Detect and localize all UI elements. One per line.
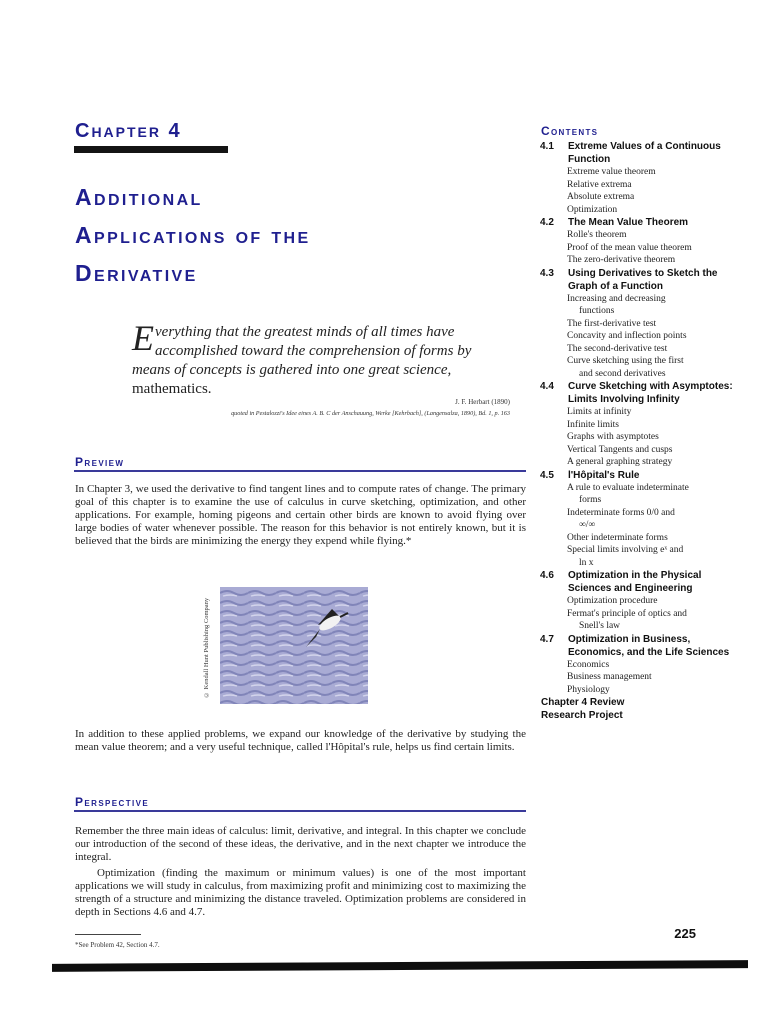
perspective-paragraph-2: Optimization (finding the maximum or minimum values) is one of the most important applications we will study in calculus, from maximizing profit and minimizing cost to maximizing the strength of a structure and minimizing the distance traveled. Optimization problems are considered in depth in Sections 4.6 and 4.7. (75, 867, 526, 918)
contents-section-title: The Mean Value Theorem (568, 217, 689, 228)
footnote-rule (75, 934, 141, 935)
contents-heading-text: Contents (541, 124, 599, 138)
epigraph-quote (132, 318, 512, 399)
contents-section-4-3 (540, 267, 740, 381)
contents-subsection: The zero-derivative theorem (567, 255, 676, 265)
preview-paragraph-2: In addition to these applied problems, we expand our knowledge of the derivative by studying the mean value theorem; and a very useful technique, called l'Hôpital's rule, helps us find certain limits. (75, 728, 526, 753)
preview-rule (74, 470, 526, 472)
contents-section-title: Optimization in the Physical Sciences and Engineering (568, 570, 702, 594)
contents-section-number: 4.2 (540, 217, 554, 228)
contents-subsection: Curve sketching using the first and second derivatives (567, 356, 684, 379)
bird-over-water-photo (220, 587, 368, 704)
contents-subsection: Vertical Tangents and cusps (567, 444, 673, 455)
perspective-heading (75, 795, 149, 809)
chapter-title-line-2: Applications of the (75, 222, 311, 248)
contents-section-title: Curve Sketching with Asymptotes: Limits Involving Infinity (568, 381, 733, 405)
contents-section-number: 4.7 (540, 633, 554, 645)
contents-subsection: Optimization (567, 204, 618, 215)
contents-section-4-4 (540, 380, 740, 469)
contents-subsection: Limits at infinity (567, 407, 632, 417)
contents-subsection: Infinite limits (567, 419, 619, 430)
contents-section-number: 4.1 (540, 141, 554, 152)
contents-section-number: 4.6 (540, 570, 554, 581)
perspective-paragraph-1: Remember the three main ideas of calculus: limit, derivative, and integral. In this chapter we conclude our introduction of the second of these ideas, the derivative, and in the next chapter we introduce the integral. (75, 825, 526, 863)
chapter-label (75, 120, 182, 143)
contents-subsection: Optimization procedure (567, 596, 658, 606)
contents-section-title: Optimization in Business, Economics, and the Life Sciences (568, 633, 730, 658)
contents-section-number: 4.4 (540, 381, 554, 392)
epigraph-dropcap: E (132, 318, 154, 358)
chapter-label-text: Chapter 4 (75, 120, 182, 142)
contents-subsection: Extreme value theorem (567, 167, 656, 177)
perspective-heading-text: Perspective (75, 795, 150, 809)
preview-paragraph-1: In Chapter 3, we used the derivative to find tangent lines and to compute rates of change. The primary goal of this chapter is to examine the use of calculus in curve sketching, optimization, and other applications. For example, homing pigeons and certain other birds are known to avoid flying over large bodies of water whenever possible. The reason for this behavior is not entirely known, but it is believed that the birds are minimizing the energy they expend while flying.* (75, 483, 526, 547)
contents-subsection: Relative extrema (567, 179, 632, 190)
contents-section-title: Extreme Values of a Continuous Function (568, 141, 721, 165)
contents-subsection: A rule to evaluate indeterminate forms (567, 482, 689, 505)
contents-subsection: The second-derivative test (567, 343, 668, 354)
preview-heading (75, 455, 124, 469)
contents-end-item: Chapter 4 Review (541, 697, 625, 708)
contents-subsection: Fermat's principle of optics and Snell's law (567, 608, 687, 631)
contents-subsection: Economics (567, 659, 610, 670)
chapter-title (75, 178, 515, 292)
contents-subsection: The first-derivative test (567, 318, 657, 329)
contents-subsection: Absolute extrema (567, 192, 635, 202)
photo-credit: © Kendall Hunt Publishing Company (203, 597, 210, 698)
contents-heading (541, 124, 740, 138)
chapter-title-line-1: Additional (75, 184, 203, 210)
contents-list (540, 140, 740, 696)
contents-section-number: 4.5 (540, 469, 554, 481)
page-number: 225 (674, 926, 696, 941)
contents-end-item: Research Project (541, 710, 623, 721)
contents-subsection: Rolle's theorem (567, 230, 627, 240)
epigraph-author: J. F. Herbart (1890) (455, 398, 510, 406)
preview-heading-text: Preview (75, 455, 125, 469)
contents-subsection: Concavity and inflection points (567, 331, 687, 341)
epigraph-source: quoted in Pestalozzi's Idee eines A. B. C der Anschauung, Werke [Kehrbach], (Langensalza, 1890), Bd. 1, p. 163 (231, 410, 510, 417)
contents-subsection: Other indeterminate forms (567, 532, 668, 543)
contents-section-4-5 (540, 469, 740, 570)
contents-section-number: 4.3 (540, 267, 554, 279)
bird-over-water-image (220, 587, 368, 704)
contents-section-title: l'Hôpital's Rule (568, 469, 640, 481)
contents-end-items (540, 696, 740, 722)
contents-subsection: Indeterminate forms 0/0 and ∞/∞ (567, 507, 675, 530)
contents-subsection: A general graphing strategy (567, 457, 673, 467)
contents-section-4-1 (540, 140, 740, 216)
contents-subsection: Graphs with asymptotes (567, 432, 659, 442)
contents-subsection: Increasing and decreasing functions (567, 293, 666, 316)
chapter-title-line-3: Derivative (75, 260, 198, 286)
footer-bar (52, 960, 748, 972)
contents-section-4-6 (540, 569, 740, 633)
contents-subsection: Business management (567, 672, 652, 682)
chapter-bar (74, 146, 228, 153)
contents-subsection: Special limits involving eˣ and ln x (567, 545, 684, 568)
contents-section-4-7 (540, 633, 740, 697)
epigraph-text-roman: mathematics. (132, 381, 212, 397)
epigraph-text: verything that the greatest minds of all times have accomplished toward the comprehension of forms by means of concepts is gathered into one great science, (132, 324, 472, 378)
contents-section-4-2 (540, 216, 740, 267)
contents-subsection: Physiology (567, 684, 610, 695)
perspective-rule (74, 810, 526, 812)
contents-section-title: Using Derivatives to Sketch the Graph of a Function (568, 267, 718, 292)
footnote: *See Problem 42, Section 4.7. (75, 941, 160, 949)
contents-subsection: Proof of the mean value theorem (567, 242, 692, 253)
contents-sidebar (540, 124, 740, 722)
